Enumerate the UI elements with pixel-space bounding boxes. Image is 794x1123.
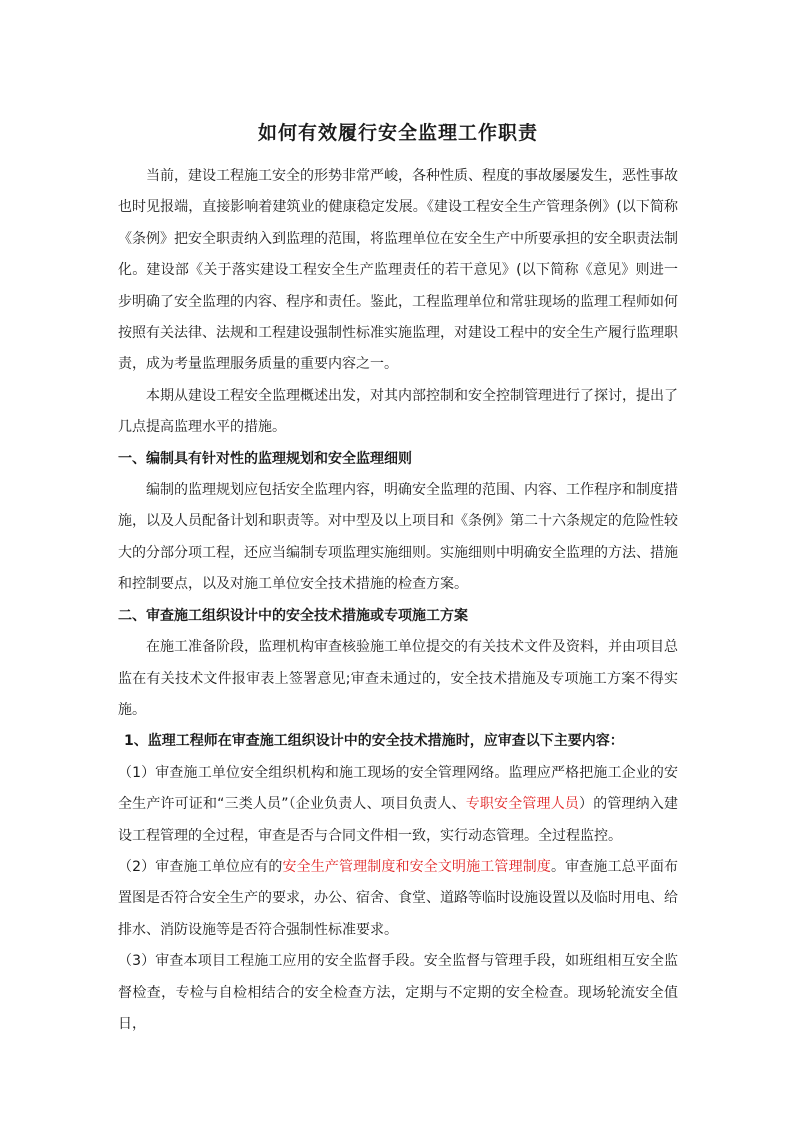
list-item-1-text-b: ）的管理纳入建设工程管理的全过程，审查是否与合同文件相一致，实行动态管理。全过程监控。 — [118, 796, 679, 844]
section-2-body: 在施工准备阶段，监理机构审查核验施工单位提交的有关技术文件及资料，并由项目总监在有关技术文件报审表上签署意见;审查未通过的，安全技术措施及专项施工方案不得实施。 — [118, 639, 678, 718]
intro-paragraph: 当前，建设工程施工安全的形势非常严峻，各种性质、程度的事故屡屡发生，恶性事故也时见报端，直接影响着建筑业的健康稳定发展。《建设工程安全生产管理条例》(以下简称《条例》把安全职责纳入到监理的范围，将监理单位在安全生产中所要承担的安全职责法制化。建设部《关于落实建设工程安全生产监理责任的若干意见》(以下简称《意见》则进一步明确了安全监理的内容、程序和责任。鉴此，工程监理单位和常驻现场的监理工程师如何按照有关法律、法规和工程建设强制性标准实施监理，对建设工程中的安全生产履行监理职责，成为考量监理服务质量的重要内容之一。 — [118, 168, 678, 373]
document-title: 如何有效履行安全监理工作职责 — [257, 122, 538, 144]
list-item-1 — [118, 758, 678, 852]
section-1-body: 编制的监理规划应包括安全监理内容，明确安全监理的范围、内容、工作程序和制度措施，以及人员配备计划和职责等。对中型及以上项目和《条例》第二十六条规定的危险性较大的分部分项工程，还应当编制专项监理实施细则。实施细则中明确安全监理的方法、措施和控制要点，以及对施工单位安全技术措施的检查方案。 — [118, 482, 678, 593]
list-item-2-highlight: 安全生产管理制度和安全文明施工管理制度 — [282, 858, 551, 875]
list-item-1-highlight: 专职安全管理人员 — [465, 796, 580, 813]
list-item-2-text-b: 。审查施工总平面布置图是否符合安全生产的要求，办公、宿舍、食堂、道路等临时设施设置以及临时用电、给排水、消防设施等是否符合强制性标准要求。 — [118, 858, 679, 938]
list-item-3: （3）审查本项目工程施工应用的安全监督手段。安全监督与管理手段，如班组相互安全监督检查，专检与自检相结合的安全检查方法，定期与不定期的安全检查。现场轮流安全值日， — [118, 953, 678, 1032]
list-item-2 — [118, 852, 678, 946]
section-2-heading: 二、审查施工组织设计中的安全技术措施或专项施工方案 — [118, 607, 468, 624]
list-item-2-text-a: （2）审查施工单位应有的 — [118, 858, 283, 875]
section-1-heading: 一、编制具有针对性的监理规划和安全监理细则 — [118, 450, 412, 467]
subsection-1-heading: 1、监理工程师在审查施工组织设计中的安全技术措施时，应审查以下主要内容： — [124, 733, 624, 750]
list-item-1-text-a: （1）审查施工单位安全组织机构和施工现场的安全管理网络。监理应严格把施工企业的安全生产许可证和“三类人员”（企业负责人、项目负责人、 — [118, 764, 678, 813]
document-page — [118, 118, 678, 1040]
intro-summary-paragraph: 本期从建设工程安全监理概述出发，对其内部控制和安全控制管理进行了探讨，提出了几点提高监理水平的措施。 — [118, 387, 678, 436]
